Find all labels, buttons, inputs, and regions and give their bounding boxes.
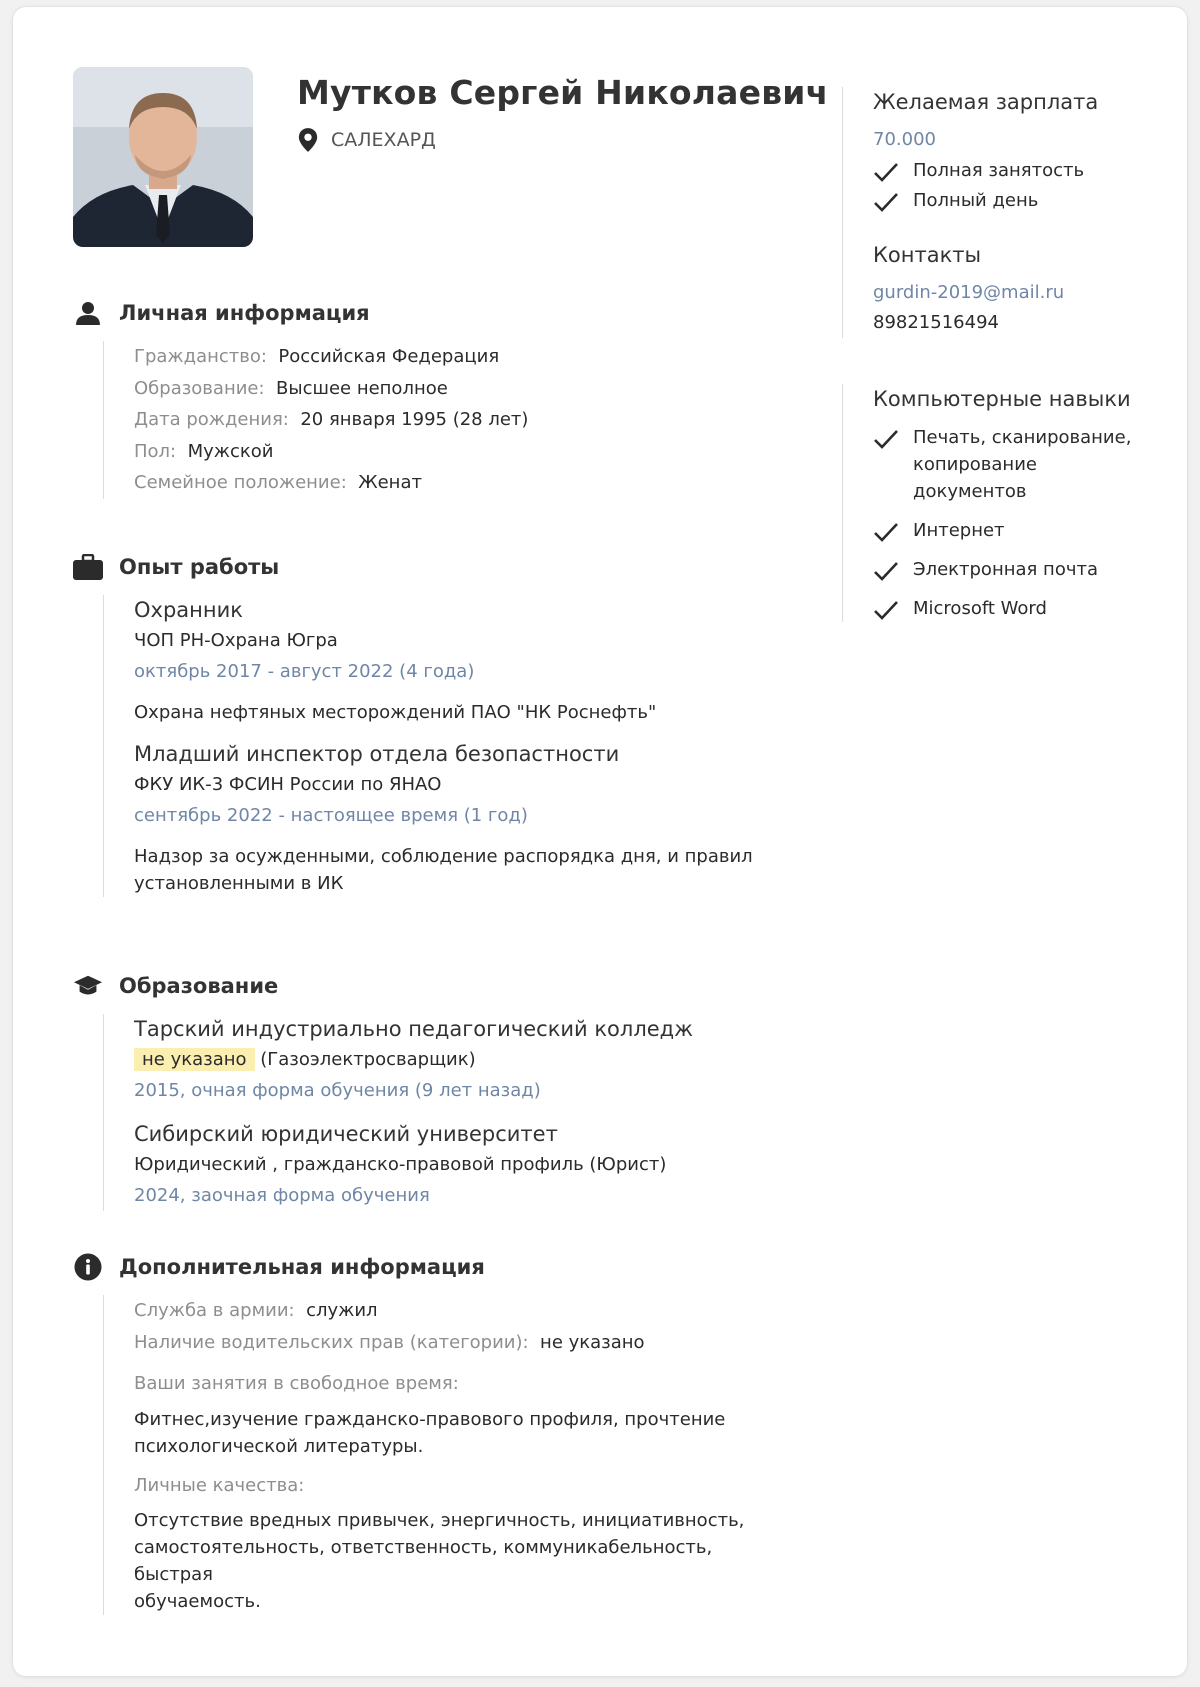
info-value: Высшее неполное <box>276 377 448 399</box>
info-row-birthdate <box>134 404 773 436</box>
education-speciality: Юридический , гражданско-правовой профиль (Юрист) <box>134 1154 667 1175</box>
skill-label <box>913 424 1131 505</box>
person-photo-icon <box>73 67 253 247</box>
contacts-title: Контакты <box>873 243 982 267</box>
skill-item <box>873 556 1172 583</box>
info-label: Гражданство: <box>134 346 267 367</box>
checkmark-icon <box>873 428 899 450</box>
section-experience <box>73 551 773 897</box>
salary-title: Желаемая зарплата <box>873 90 1099 114</box>
education-speciality: (Газоэлектросварщик) <box>260 1049 476 1070</box>
info-value: служил <box>306 1300 378 1321</box>
salary-value: 70.000 <box>873 129 936 150</box>
job-company: ФКУ ИК-3 ФСИН России по ЯНАО <box>134 774 442 795</box>
qualities-text <box>134 1507 773 1615</box>
qualities-line: Отсутствие вредных привычек, энергичность, инициативность, <box>134 1510 745 1531</box>
city-line <box>297 127 436 153</box>
education-details: 2015, очная форма обучения (9 лет назад) <box>134 1080 541 1101</box>
info-label: Личные качества: <box>134 1474 305 1496</box>
personal-info-list <box>103 341 773 499</box>
education-school: Тарский индустриально педагогический колледж <box>134 1017 694 1041</box>
job-period: октябрь 2017 - август 2022 (4 года) <box>134 661 475 682</box>
education-entry <box>134 1014 773 1106</box>
checkmark-icon <box>873 521 899 543</box>
hobby-label <box>134 1368 773 1400</box>
section-personal-title: Личная информация <box>119 301 370 325</box>
info-label: Семейное положение: <box>134 472 347 493</box>
checkmark-icon <box>873 191 899 213</box>
skill-label: Интернет <box>913 520 1005 541</box>
user-icon <box>73 298 103 328</box>
employment-item <box>873 187 1172 214</box>
checkmark-icon <box>873 599 899 621</box>
education-entry <box>134 1119 773 1211</box>
info-value: 20 января 1995 (28 лет) <box>300 409 529 430</box>
education-details: 2024, заочная форма обучения <box>134 1185 430 1206</box>
skill-line: копирование <box>913 454 1037 475</box>
checkmark-icon <box>873 161 899 183</box>
skill-label: Microsoft Word <box>913 598 1047 619</box>
skill-line: документов <box>913 481 1027 502</box>
skills-block <box>842 384 1172 622</box>
info-row-education <box>134 373 773 405</box>
job-position: Охранник <box>134 598 243 622</box>
qualities-label <box>134 1470 773 1502</box>
info-label: Наличие водительских прав (категории): <box>134 1331 529 1353</box>
briefcase-icon <box>73 552 103 582</box>
hobby-text <box>134 1406 773 1460</box>
job-description: Охрана нефтяных месторождений ПАО "НК Роснефть" <box>134 702 657 723</box>
info-value: Женат <box>358 472 422 493</box>
info-label: Служба в армии: <box>134 1300 295 1321</box>
qualities-line: самостоятельность, ответственность, коммуникабельность, быстрая <box>134 1537 713 1585</box>
job-description <box>134 843 773 897</box>
section-personal <box>73 297 773 499</box>
section-additional-title: Дополнительная информация <box>119 1255 485 1279</box>
hobby-line: Фитнес,изучение гражданско-правового профиля, прочтение <box>134 1408 726 1430</box>
location-pin-icon <box>297 127 319 153</box>
info-row-marital <box>134 467 773 499</box>
graduation-cap-icon <box>73 971 103 1001</box>
city-name: САЛЕХАРД <box>331 129 436 151</box>
info-value: Мужской <box>187 440 274 462</box>
employment-item <box>873 157 1172 184</box>
info-icon <box>73 1252 103 1282</box>
info-value: не указано <box>540 1331 645 1353</box>
skill-item <box>873 595 1172 622</box>
job-position: Младший инспектор отдела безопастности <box>134 742 620 766</box>
checkmark-icon <box>873 560 899 582</box>
not-specified-badge: не указано <box>134 1048 255 1071</box>
license-row <box>134 1327 773 1359</box>
employment-label: Полная занятость <box>913 160 1085 181</box>
employment-label: Полный день <box>913 190 1039 211</box>
experience-list <box>103 595 773 897</box>
skills-title: Компьютерные навыки <box>873 387 1131 411</box>
education-speciality-line <box>134 1044 773 1076</box>
contact-phone: 89821516494 <box>873 312 999 333</box>
skill-line: Печать, сканирование, <box>913 427 1132 448</box>
job-entry <box>134 595 773 726</box>
section-experience-header <box>73 551 773 583</box>
candidate-name: Мутков Сергей Николаевич <box>297 73 829 112</box>
resume-sidebar <box>842 87 1172 622</box>
contact-email[interactable]: gurdin-2019@mail.ru <box>873 282 1065 303</box>
info-row-gender <box>134 436 773 468</box>
job-period: сентябрь 2022 - настоящее время (1 год) <box>134 805 528 826</box>
qualities-line: обучаемость. <box>134 1591 261 1612</box>
info-label: Пол: <box>134 440 177 462</box>
job-company: ЧОП РН-Охрана Югра <box>134 630 338 651</box>
section-experience-title: Опыт работы <box>119 555 280 579</box>
additional-list <box>103 1295 773 1615</box>
info-label: Ваши занятия в свободное время: <box>134 1373 459 1394</box>
army-row <box>134 1295 773 1327</box>
skill-item <box>873 517 1172 544</box>
section-additional-header <box>73 1251 773 1283</box>
section-education-header <box>73 970 773 1002</box>
section-education <box>73 970 773 1211</box>
info-row-citizenship <box>134 341 773 373</box>
skill-item <box>873 424 1172 505</box>
job-description-line: Надзор за осужденными, соблюдение распорядка дня, и правил <box>134 846 753 867</box>
info-label: Дата рождения: <box>134 409 289 430</box>
profile-photo <box>73 67 253 247</box>
section-additional <box>73 1251 773 1615</box>
info-value: Российская Федерация <box>278 346 500 367</box>
info-label: Образование: <box>134 377 265 399</box>
education-school: Сибирский юридический университет <box>134 1122 558 1146</box>
resume-card <box>12 6 1188 1677</box>
education-list <box>103 1014 773 1211</box>
job-description-line: установленными в ИК <box>134 873 344 894</box>
job-entry <box>134 739 773 897</box>
section-personal-header <box>73 297 773 329</box>
section-education-title: Образование <box>119 974 279 998</box>
salary-block <box>842 87 1172 338</box>
hobby-line: психологической литературы. <box>134 1435 424 1457</box>
skill-label: Электронная почта <box>913 559 1098 580</box>
